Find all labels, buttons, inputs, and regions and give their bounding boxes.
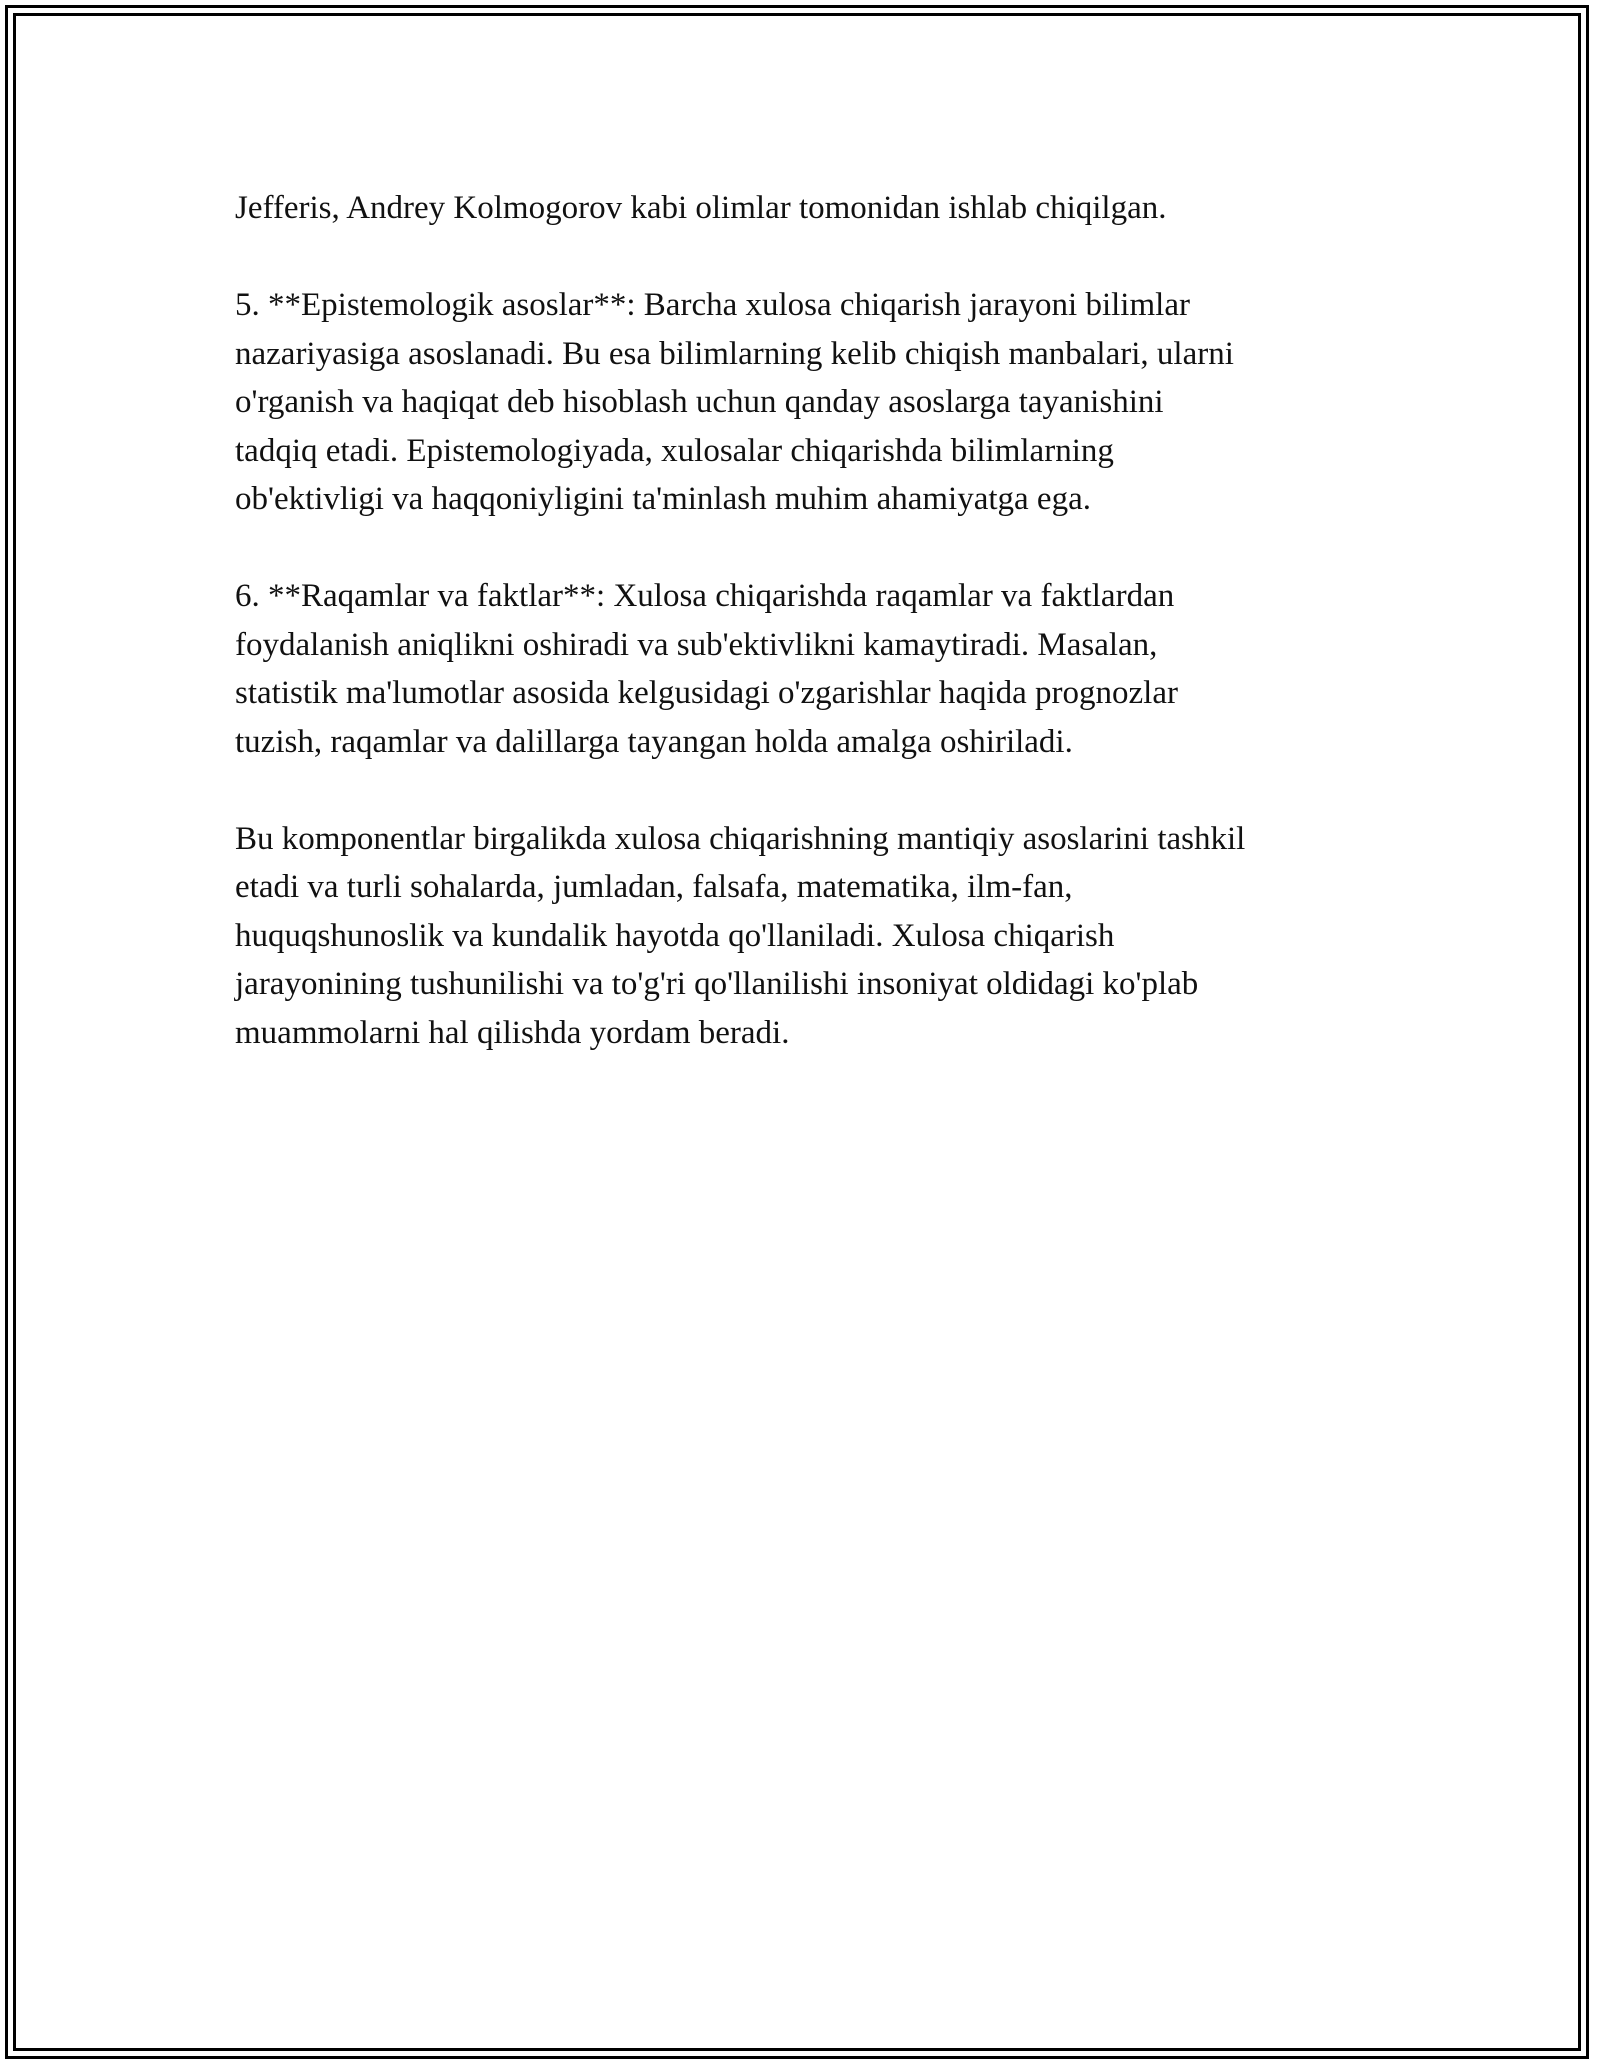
paragraph-epistemological-foundations: 5. **Epistemologik asoslar**: Barcha xulosa chiqarish jarayoni bilimlar nazariyasiga asoslanadi. Bu esa bilimlarning kelib chiqish manbalari, ularni o'rganish va haqiqat deb hisoblash uchun qanday asoslarga tayanishini tadqiq etadi. Epistemologiyada, xulosalar chiqarishda bilimlarning ob'ektivligi va haqqoniyligini ta'minlash muhim ahamiyatga ega. — [235, 287, 1234, 517]
paragraph-numbers-and-facts: 6. **Raqamlar va faktlar**: Xulosa chiqarishda raqamlar va faktlardan foydalanish aniqlikni oshiradi va sub'ektivlikni kamaytiradi. Masalan, statistik ma'lumotlar asosida kelgusidagi o'zgarishlar haqida prognozlar tuzish, raqamlar va dalillarga tayangan holda amalga oshiriladi. — [235, 578, 1178, 760]
paragraph-conclusion: Bu komponentlar birgalikda xulosa chiqarishning mantiqiy asoslarini tashkil etadi va turli sohalarda, jumladan, falsafa, matematika, ilm-fan, huquqshunoslik va kundalik hayotda qo'llaniladi. Xulosa chiqarish jarayonining tushunilishi va to'g'ri qo'llanilishi insoniyat oldidagi ko'plab muammolarni hal qilishda yordam beradi. — [235, 820, 1246, 1051]
document-body — [235, 184, 1375, 1106]
paragraph-continuation: Jefferis, Andrey Kolmogorov kabi olimlar tomonidan ishlab chiqilgan. — [235, 190, 1167, 226]
